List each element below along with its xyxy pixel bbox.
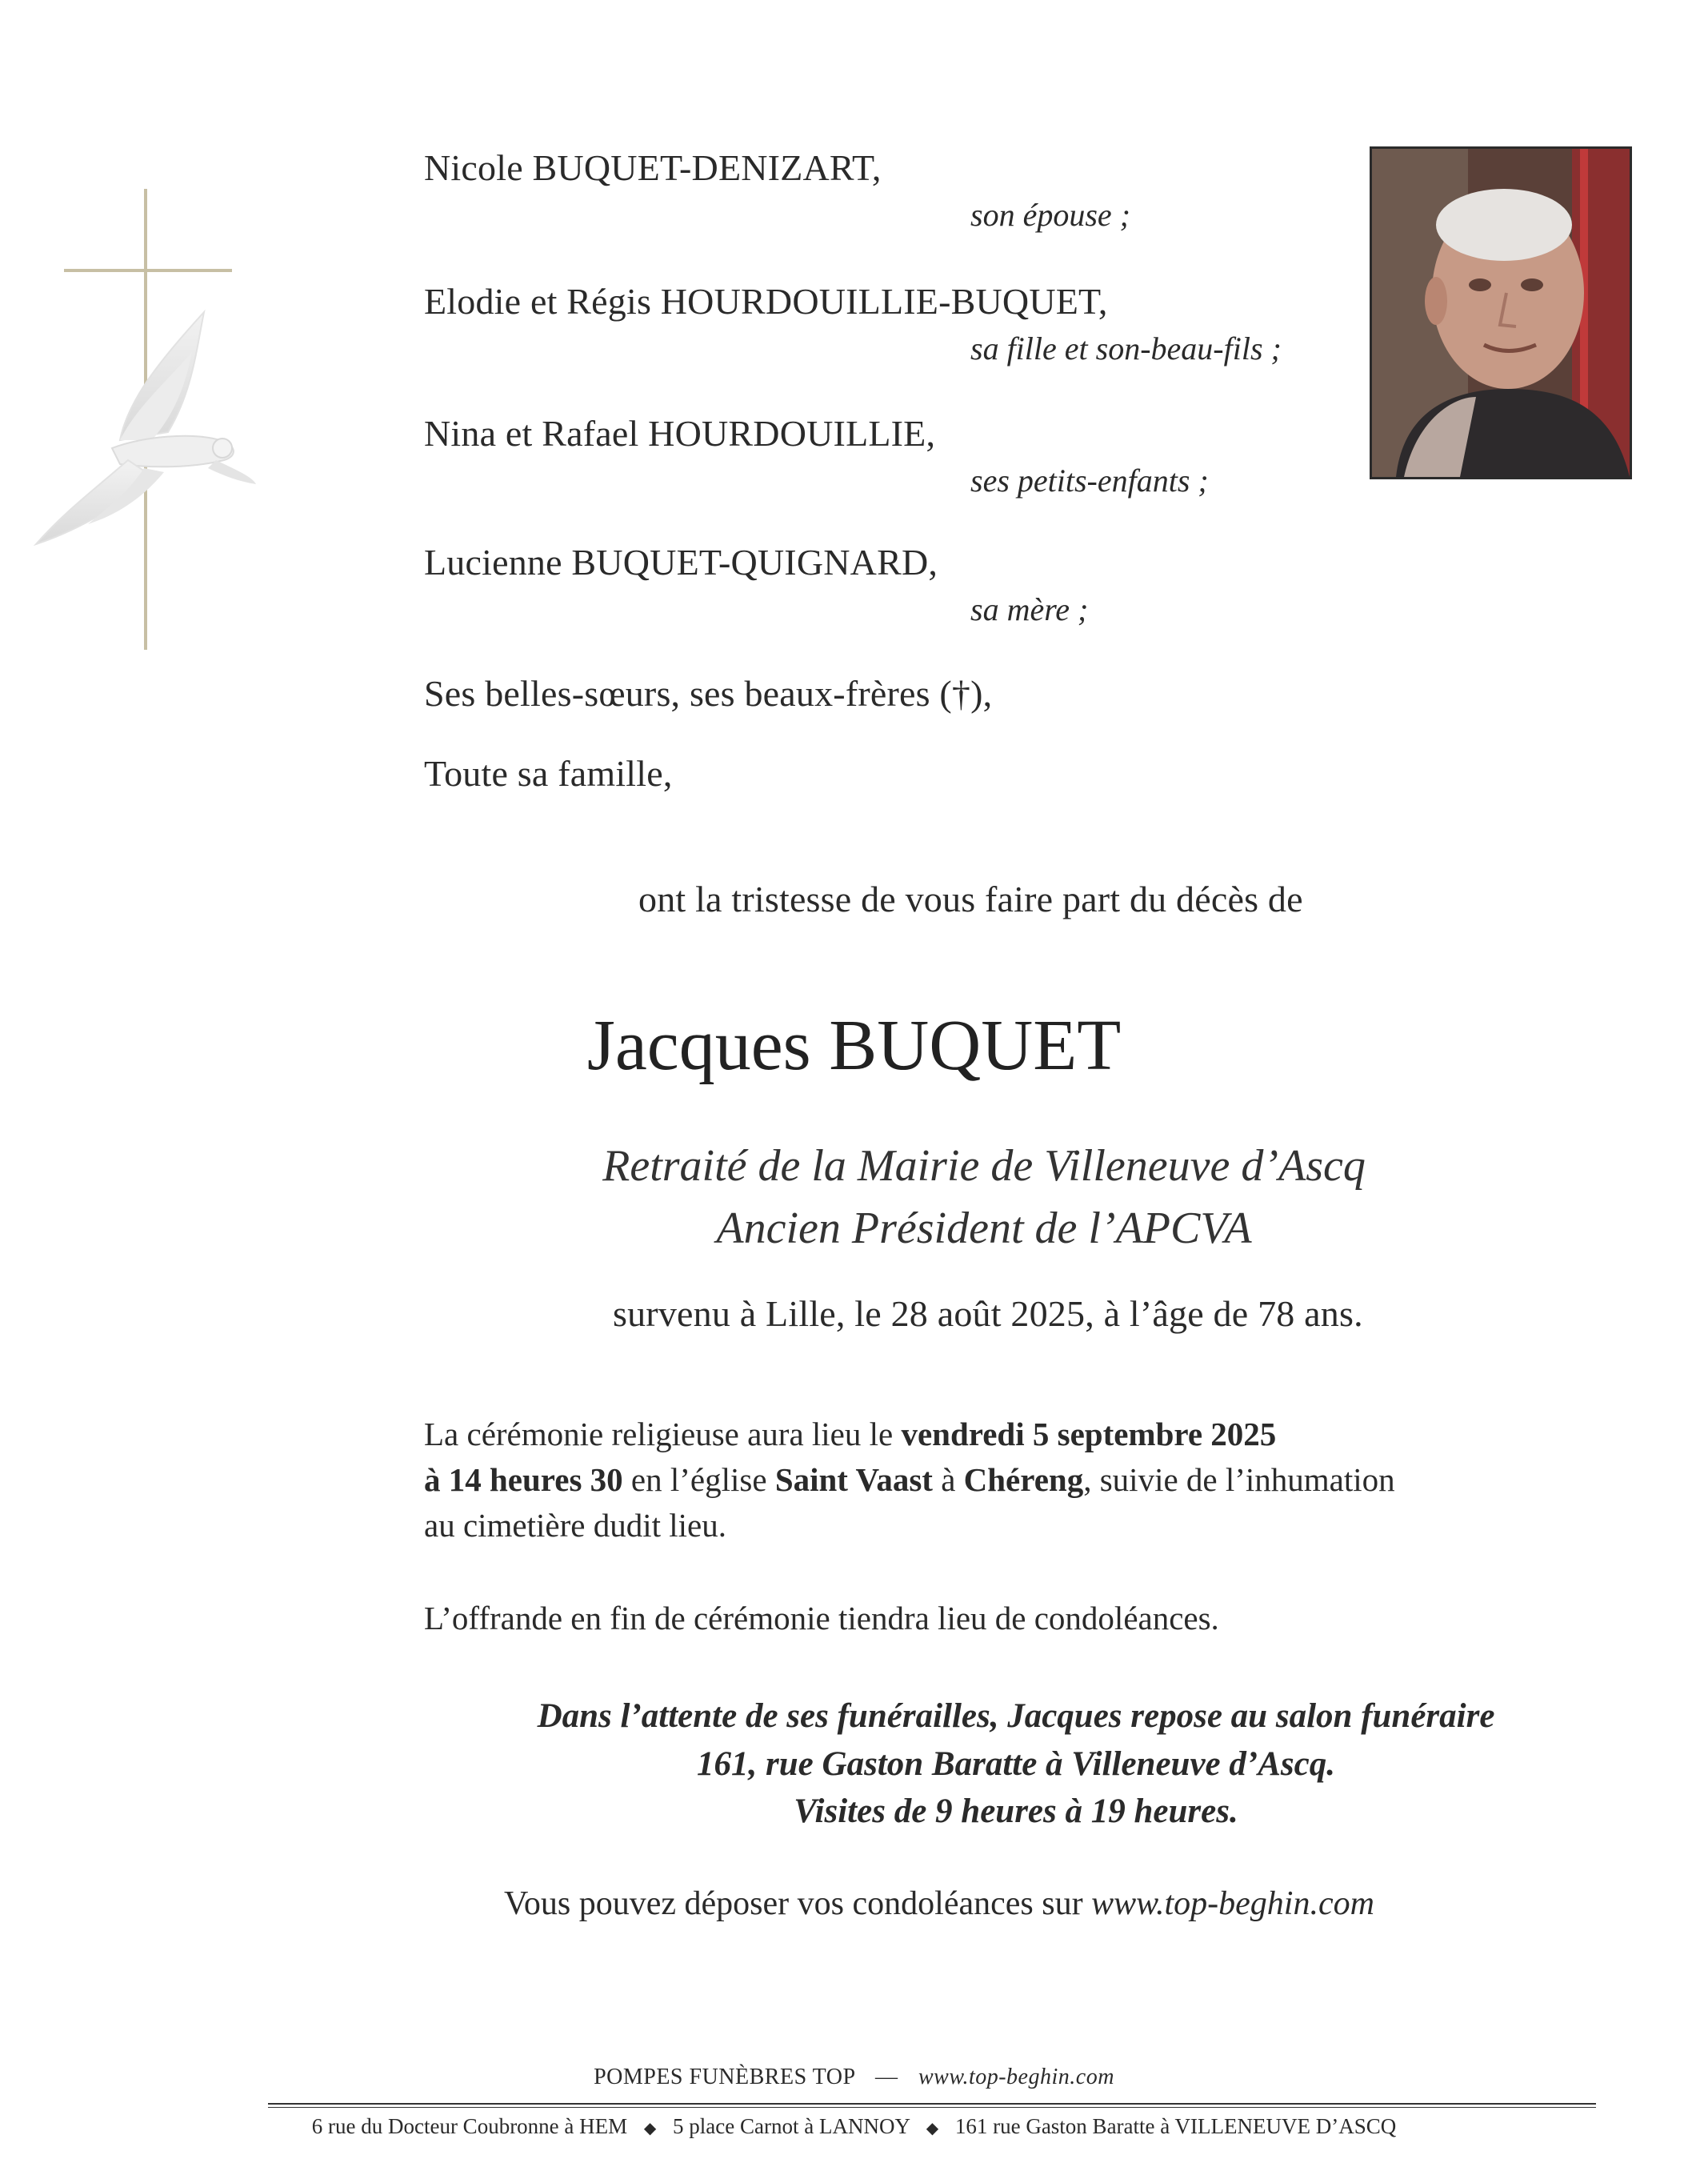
ceremony-line bbox=[424, 1457, 1395, 1503]
diamond-icon: ◆ bbox=[926, 2120, 939, 2137]
family-member-relation: ses petits-enfants ; bbox=[970, 463, 1209, 499]
condolences-link[interactable]: www.top-beghin.com bbox=[1091, 1885, 1374, 1922]
footer-divider bbox=[268, 2103, 1596, 2105]
funeral-home-line: Dans l’attente de ses funérailles, Jacques repose au salon funéraire bbox=[537, 1697, 1495, 1735]
footer-address: 6 rue du Docteur Coubronne à HEM bbox=[311, 2114, 628, 2138]
ceremony-town: Chéreng bbox=[963, 1461, 1084, 1498]
ceremony-text: , suivie de l’inhumation bbox=[1083, 1461, 1395, 1498]
portrait-photo bbox=[1370, 146, 1632, 479]
offering-text: L’offrande en fin de cérémonie tiendra lieu de condoléances. bbox=[424, 1600, 1219, 1636]
cross-icon-bar bbox=[64, 269, 232, 272]
portrait-image bbox=[1372, 149, 1630, 477]
whole-family: Toute sa famille, bbox=[424, 753, 673, 794]
deceased-name: Jacques BUQUET bbox=[586, 1006, 1122, 1085]
ceremony-text: en l’église bbox=[622, 1461, 775, 1498]
death-info: survenu à Lille, le 28 août 2025, à l’âge de 78 ans. bbox=[613, 1293, 1363, 1334]
footer-addresses bbox=[0, 2114, 1708, 2139]
ceremony-line bbox=[424, 1503, 1395, 1548]
funeral-home-line: Visites de 9 heures à 19 heures. bbox=[794, 1792, 1238, 1830]
ceremony-church: Saint Vaast bbox=[774, 1461, 933, 1498]
footer-divider bbox=[268, 2107, 1596, 2108]
footer-link[interactable]: www.top-beghin.com bbox=[918, 2065, 1114, 2089]
condolences-text: Vous pouvez déposer vos condoléances sur bbox=[504, 1885, 1092, 1922]
footer-address: 5 place Carnot à LANNOY bbox=[673, 2114, 910, 2138]
ceremony-text: La cérémonie religieuse aura lieu le bbox=[424, 1416, 902, 1452]
funeral-home-line: 161, rue Gaston Baratte à Villeneuve d’Ascq. bbox=[697, 1745, 1335, 1783]
diamond-icon: ◆ bbox=[643, 2120, 657, 2137]
deceased-title: Retraité de la Mairie de Villeneuve d’Ascq bbox=[602, 1141, 1366, 1191]
family-member-name: Elodie et Régis HOURDOUILLIE-BUQUET, bbox=[424, 281, 1108, 322]
ceremony-line bbox=[424, 1412, 1395, 1457]
family-member-relation: sa mère ; bbox=[970, 591, 1089, 627]
footer-address: 161 rue Gaston Baratte à VILLENEUVE D’ASCQ bbox=[954, 2114, 1397, 2138]
deceased-title: Ancien Président de l’APCVA bbox=[716, 1204, 1252, 1253]
extended-family: Ses belles-sœurs, ses beaux-frères (†), bbox=[424, 673, 993, 714]
family-member-name: Nina et Rafael HOURDOUILLIE, bbox=[424, 413, 936, 454]
ceremony-time: à 14 heures 30 bbox=[424, 1461, 623, 1498]
footer-dash: — bbox=[875, 2065, 898, 2089]
family-member-name: Nicole BUQUET-DENIZART, bbox=[424, 147, 882, 188]
announcement-text: ont la tristesse de vous faire part du décès de bbox=[638, 879, 1303, 919]
ceremony-date: vendredi 5 septembre 2025 bbox=[901, 1416, 1277, 1452]
ceremony-text: à bbox=[932, 1461, 964, 1498]
footer-company: POMPES FUNÈBRES TOP bbox=[594, 2065, 855, 2089]
condolences-line bbox=[504, 1885, 1374, 1923]
family-member-name: Lucienne BUQUET-QUIGNARD, bbox=[424, 542, 938, 583]
ceremony-text: au cimetière dudit lieu. bbox=[424, 1507, 726, 1544]
family-member-relation: son épouse ; bbox=[970, 197, 1130, 233]
family-member-relation: sa fille et son-beau-fils ; bbox=[970, 330, 1282, 367]
dove-icon bbox=[32, 304, 256, 560]
footer-company-line bbox=[0, 2065, 1708, 2090]
ceremony-details bbox=[424, 1412, 1395, 1548]
